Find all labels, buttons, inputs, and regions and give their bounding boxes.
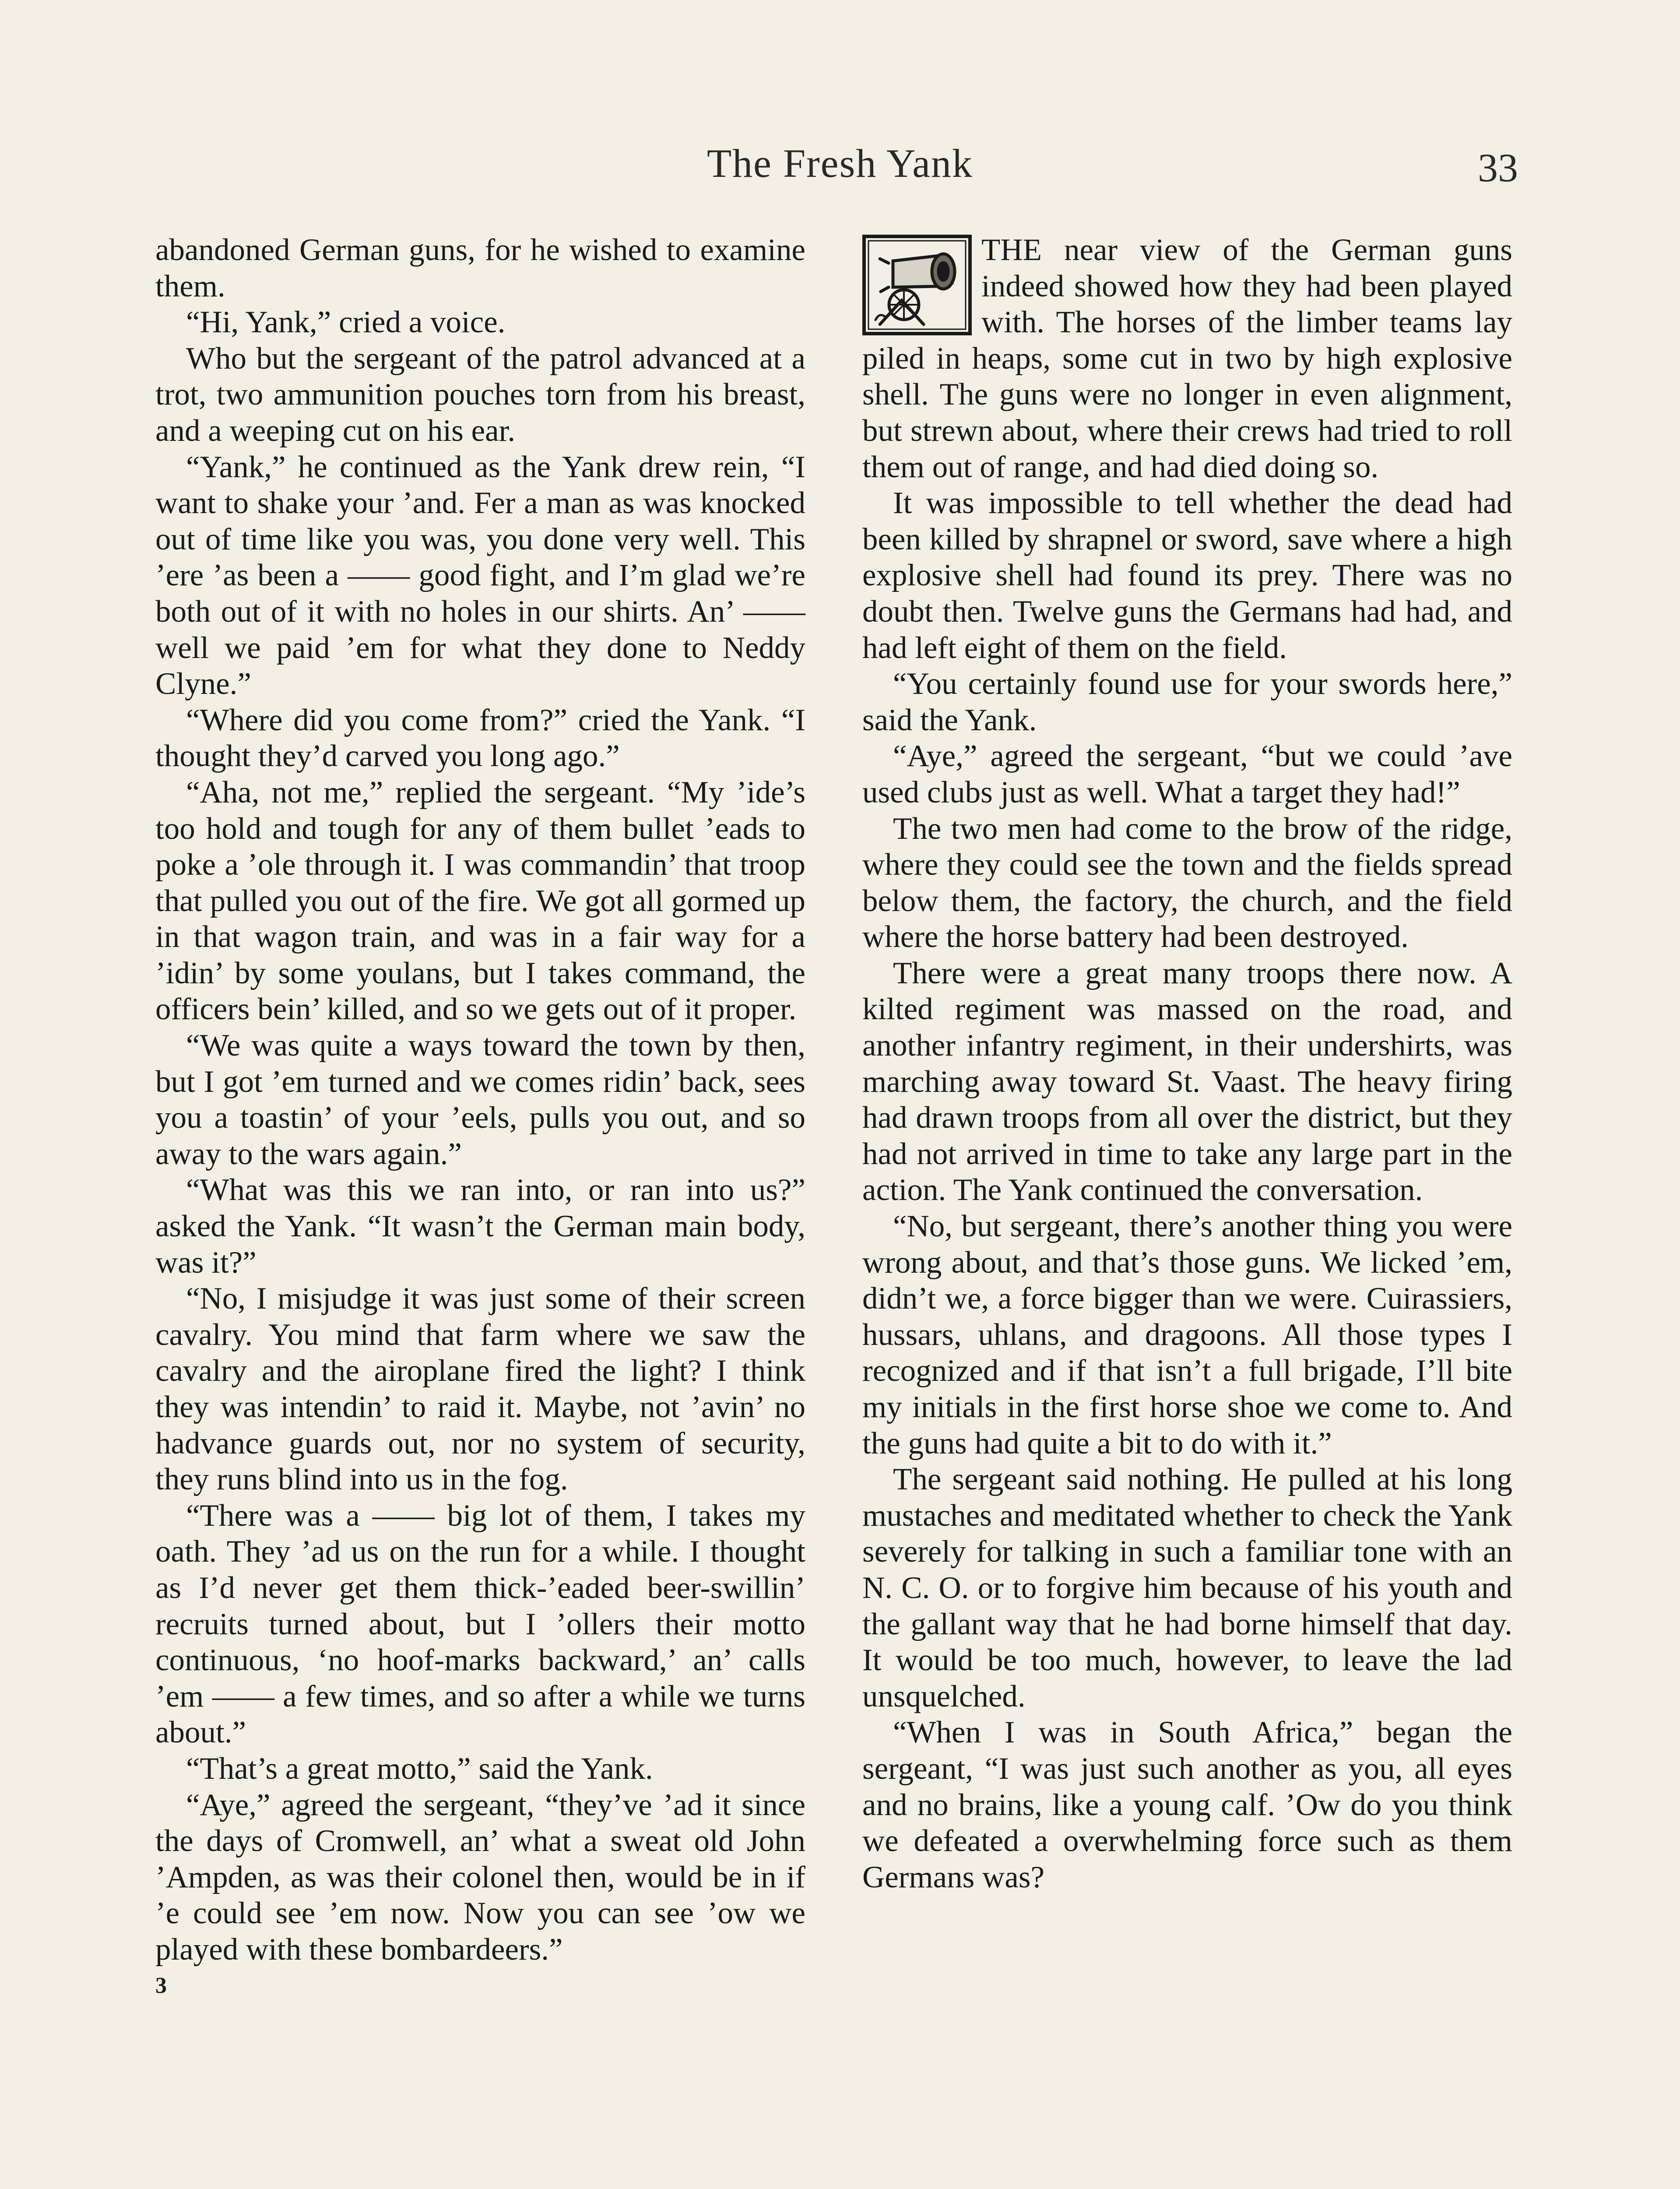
paragraph: “Aye,” agreed the sergeant, “but we could ’ave used clubs just as well. What a target they had!” (862, 739, 1512, 809)
paragraph: “We was quite a ways toward the town by then, but I got ’em turned and we comes ridin’ back, sees you a toastin’ of your ’eels, pulls you out, and so away to the wars again.” (155, 1028, 805, 1171)
paragraph: THE near view of the German guns indeed showed how they had been played with. The horses of the limber teams lay piled in heaps, some cut in two by high explosive shell. The guns were no longer in even alignment, but strewn about, where their crews had tried to roll them out of range, and had died doing so. (862, 233, 1512, 484)
paragraph: “Aha, not me,” replied the sergeant. “My ’ide’s too hold and tough for any of them bullet ’eads to poke a ’ole through it. I was commandin’ that troop that pulled you out of the fire. We got all gormed up in that wagon train, and was in a fair way for a ’idin’ by some youlans, but I takes command, the officers bein’ killed, and so we gets out of it proper. (155, 775, 805, 1027)
page-number: 33 (1478, 145, 1518, 190)
paragraph: “Hi, Yank,” cried a voice. (186, 305, 506, 340)
paragraph: abandoned German guns, for he wished to examine them. (155, 233, 805, 303)
running-title: The Fresh Yank (706, 141, 974, 186)
paragraph: The two men had come to the brow of the ridge, where they could see the town and the fields spread below them, the factory, the church, and the field where the horse battery had been destroyed. (862, 811, 1512, 954)
paragraph: There were a great many troops there now. A kilted regiment was massed on the road, and another infantry regiment, in their undershirts, was marching away toward St. Vaast. The heavy firing had drawn troops from all over the district, but they had not arrived in time to take any large part in the action. The Yank continued the conversation. (862, 956, 1512, 1207)
paragraph: “When I was in South Africa,” began the sergeant, “I was just such another as you, all eyes and no brains, like a young calf. ’Ow do you think we defeated a overwhelming force such as them Germans was? (862, 1715, 1512, 1894)
paragraph: “You certainly found use for your swords here,” said the Yank. (862, 667, 1512, 737)
field-gun-illustration-icon (862, 235, 972, 335)
paragraph: “No, but sergeant, there’s another thing you were wrong about, and that’s those guns. We licked ’em, didn’t we, a force bigger than we were. Cuirassiers, hussars, uhlans, and dragoons. All those types I recognized and if that isn’t a full brigade, I’ll bite my initials in the first horse shoe we come to. And the guns had quite a bit to do with it.” (862, 1209, 1512, 1461)
paragraph: “There was a —— big lot of them, I takes my oath. They ’ad us on the run for a while. I thought as I’d never get them thick-’eaded beer-swillin’ recruits turned about, but I ’ollers their motto continuous, ‘no hoof-marks backward,’ an’ calls ’em —— a few times, and so after a while we turns about.” (155, 1498, 805, 1750)
right-column (862, 232, 1512, 1895)
paragraph: “No, I misjudge it was just some of their screen cavalry. You mind that farm where we saw the cavalry and the airoplane fired the light? I think they was intendin’ to raid it. Maybe, not ’avin’ no hadvance guards out, nor no system of security, they runs blind into us in the fog. (155, 1281, 805, 1497)
signature-mark: 3 (155, 1973, 167, 1998)
paragraph: “That’s a great motto,” said the Yank. (186, 1751, 653, 1786)
paragraph: The sergeant said nothing. He pulled at his long mustaches and meditated whether to check the Yank severely for talking in such a familiar tone with an N. C. O. or to forgive him because of his youth and the gallant way that he had borne himself that day. It would be too much, however, to leave the lad unsquelched. (862, 1462, 1512, 1714)
paragraph: “Aye,” agreed the sergeant, “they’ve ’ad it since the days of Cromwell, an’ what a sweat old John ’Ampden, as was their colonel then, would be in if ’e could see ’em now. Now you can see ’ow we played with these bombardeers.” (155, 1788, 805, 1967)
paragraph: “Where did you come from?” cried the Yank. “I thought they’d carved you long ago.” (155, 703, 805, 774)
page-header (0, 131, 1680, 193)
paragraph: It was impossible to tell whether the dead had been killed by shrapnel or sword, save where a high explosive shell had found its prey. There was no doubt then. Twelve guns the Germans had had, and had left eight of them on the field. (862, 486, 1512, 665)
paragraph: “What was this we ran into, or ran into us?” asked the Yank. “It wasn’t the German main body, was it?” (155, 1173, 805, 1280)
paragraph: Who but the sergeant of the patrol advanced at a trot, two ammunition pouches torn from his breast, and a weeping cut on his ear. (155, 341, 805, 448)
paragraph: “Yank,” he continued as the Yank drew rein, “I want to shake your ’and. Fer a man as was knocked out of time like you was, you done very well. This ’ere ’as been a —— good fight, and I’m glad we’re both out of it with no holes in our shirts. An’ —— well we paid ’em for what they done to Neddy Clyne.” (155, 450, 805, 701)
left-column (155, 232, 805, 2004)
